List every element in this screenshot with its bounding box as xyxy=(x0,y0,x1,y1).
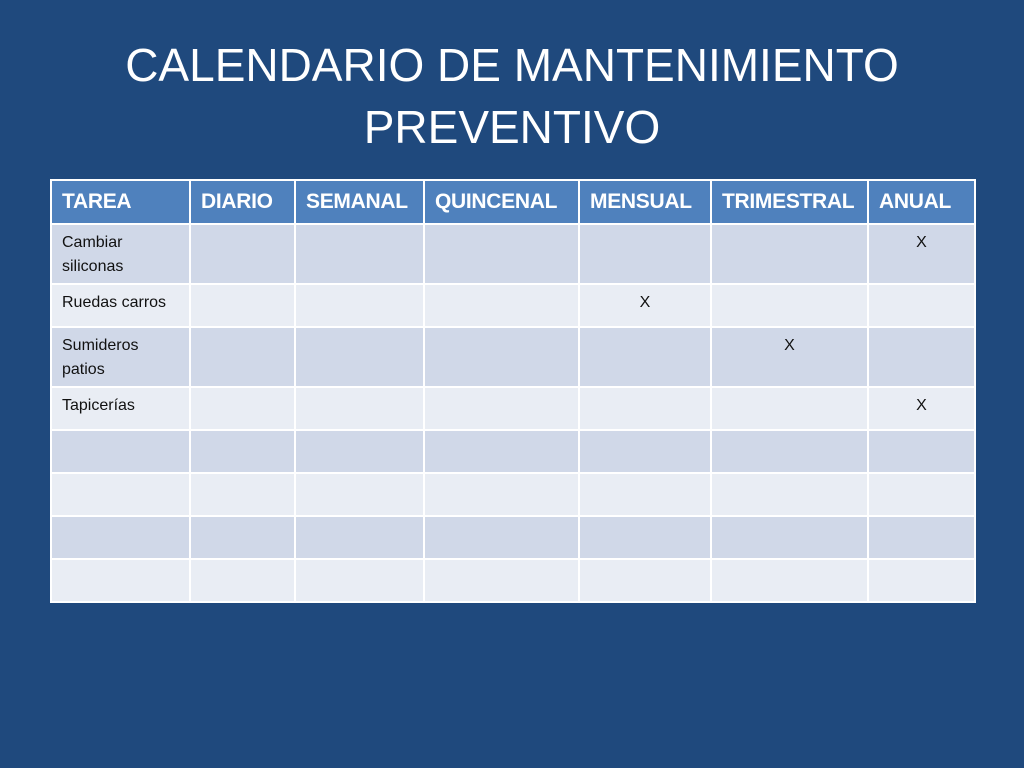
header-diario: DIARIO xyxy=(190,180,295,224)
mensual-cell xyxy=(579,327,711,387)
quincenal-cell xyxy=(424,284,579,327)
table-row xyxy=(51,284,975,327)
anual-cell: X xyxy=(868,387,975,430)
trimestral-cell xyxy=(711,284,868,327)
header-semanal: SEMANAL xyxy=(295,180,424,224)
table-row xyxy=(51,327,975,387)
table-row xyxy=(51,516,975,559)
task-cell: Sumideros patios xyxy=(51,327,190,387)
mensual-cell xyxy=(579,516,711,559)
header-tarea: TAREA xyxy=(51,180,190,224)
trimestral-cell xyxy=(711,559,868,602)
table-row xyxy=(51,387,975,430)
header-mensual: MENSUAL xyxy=(579,180,711,224)
anual-cell: X xyxy=(868,224,975,284)
slide-title-line-2: PREVENTIVO xyxy=(363,101,661,153)
semanal-cell xyxy=(295,430,424,473)
table-header-row xyxy=(51,180,975,224)
anual-cell xyxy=(868,473,975,516)
semanal-cell xyxy=(295,387,424,430)
maintenance-schedule-table xyxy=(50,179,976,603)
table-row xyxy=(51,473,975,516)
diario-cell xyxy=(190,284,295,327)
semanal-cell xyxy=(295,516,424,559)
quincenal-cell xyxy=(424,224,579,284)
mensual-cell xyxy=(579,473,711,516)
trimestral-cell xyxy=(711,387,868,430)
mensual-cell xyxy=(579,430,711,473)
slide-title xyxy=(0,34,1024,158)
quincenal-cell xyxy=(424,387,579,430)
anual-cell xyxy=(868,559,975,602)
anual-cell xyxy=(868,430,975,473)
mensual-cell xyxy=(579,559,711,602)
task-cell xyxy=(51,473,190,516)
table-row xyxy=(51,559,975,602)
diario-cell xyxy=(190,430,295,473)
mensual-cell xyxy=(579,387,711,430)
quincenal-cell xyxy=(424,516,579,559)
task-cell xyxy=(51,516,190,559)
quincenal-cell xyxy=(424,559,579,602)
task-cell: Tapicerías xyxy=(51,387,190,430)
semanal-cell xyxy=(295,284,424,327)
task-cell: Ruedas carros xyxy=(51,284,190,327)
mensual-cell xyxy=(579,224,711,284)
semanal-cell xyxy=(295,559,424,602)
task-cell xyxy=(51,559,190,602)
anual-cell xyxy=(868,516,975,559)
quincenal-cell xyxy=(424,473,579,516)
diario-cell xyxy=(190,387,295,430)
diario-cell xyxy=(190,224,295,284)
trimestral-cell xyxy=(711,473,868,516)
quincenal-cell xyxy=(424,430,579,473)
table-row xyxy=(51,224,975,284)
anual-cell xyxy=(868,284,975,327)
semanal-cell xyxy=(295,224,424,284)
mensual-cell: X xyxy=(579,284,711,327)
semanal-cell xyxy=(295,473,424,516)
diario-cell xyxy=(190,327,295,387)
semanal-cell xyxy=(295,327,424,387)
header-quincenal: QUINCENAL xyxy=(424,180,579,224)
diario-cell xyxy=(190,516,295,559)
trimestral-cell: X xyxy=(711,327,868,387)
table-row xyxy=(51,430,975,473)
trimestral-cell xyxy=(711,224,868,284)
task-cell: Cambiar siliconas xyxy=(51,224,190,284)
trimestral-cell xyxy=(711,516,868,559)
diario-cell xyxy=(190,559,295,602)
header-trimestral: TRIMESTRAL xyxy=(711,180,868,224)
diario-cell xyxy=(190,473,295,516)
task-cell xyxy=(51,430,190,473)
header-anual: ANUAL xyxy=(868,180,975,224)
trimestral-cell xyxy=(711,430,868,473)
anual-cell xyxy=(868,327,975,387)
quincenal-cell xyxy=(424,327,579,387)
slide-title-line-1: CALENDARIO DE MANTENIMIENTO xyxy=(125,39,899,91)
